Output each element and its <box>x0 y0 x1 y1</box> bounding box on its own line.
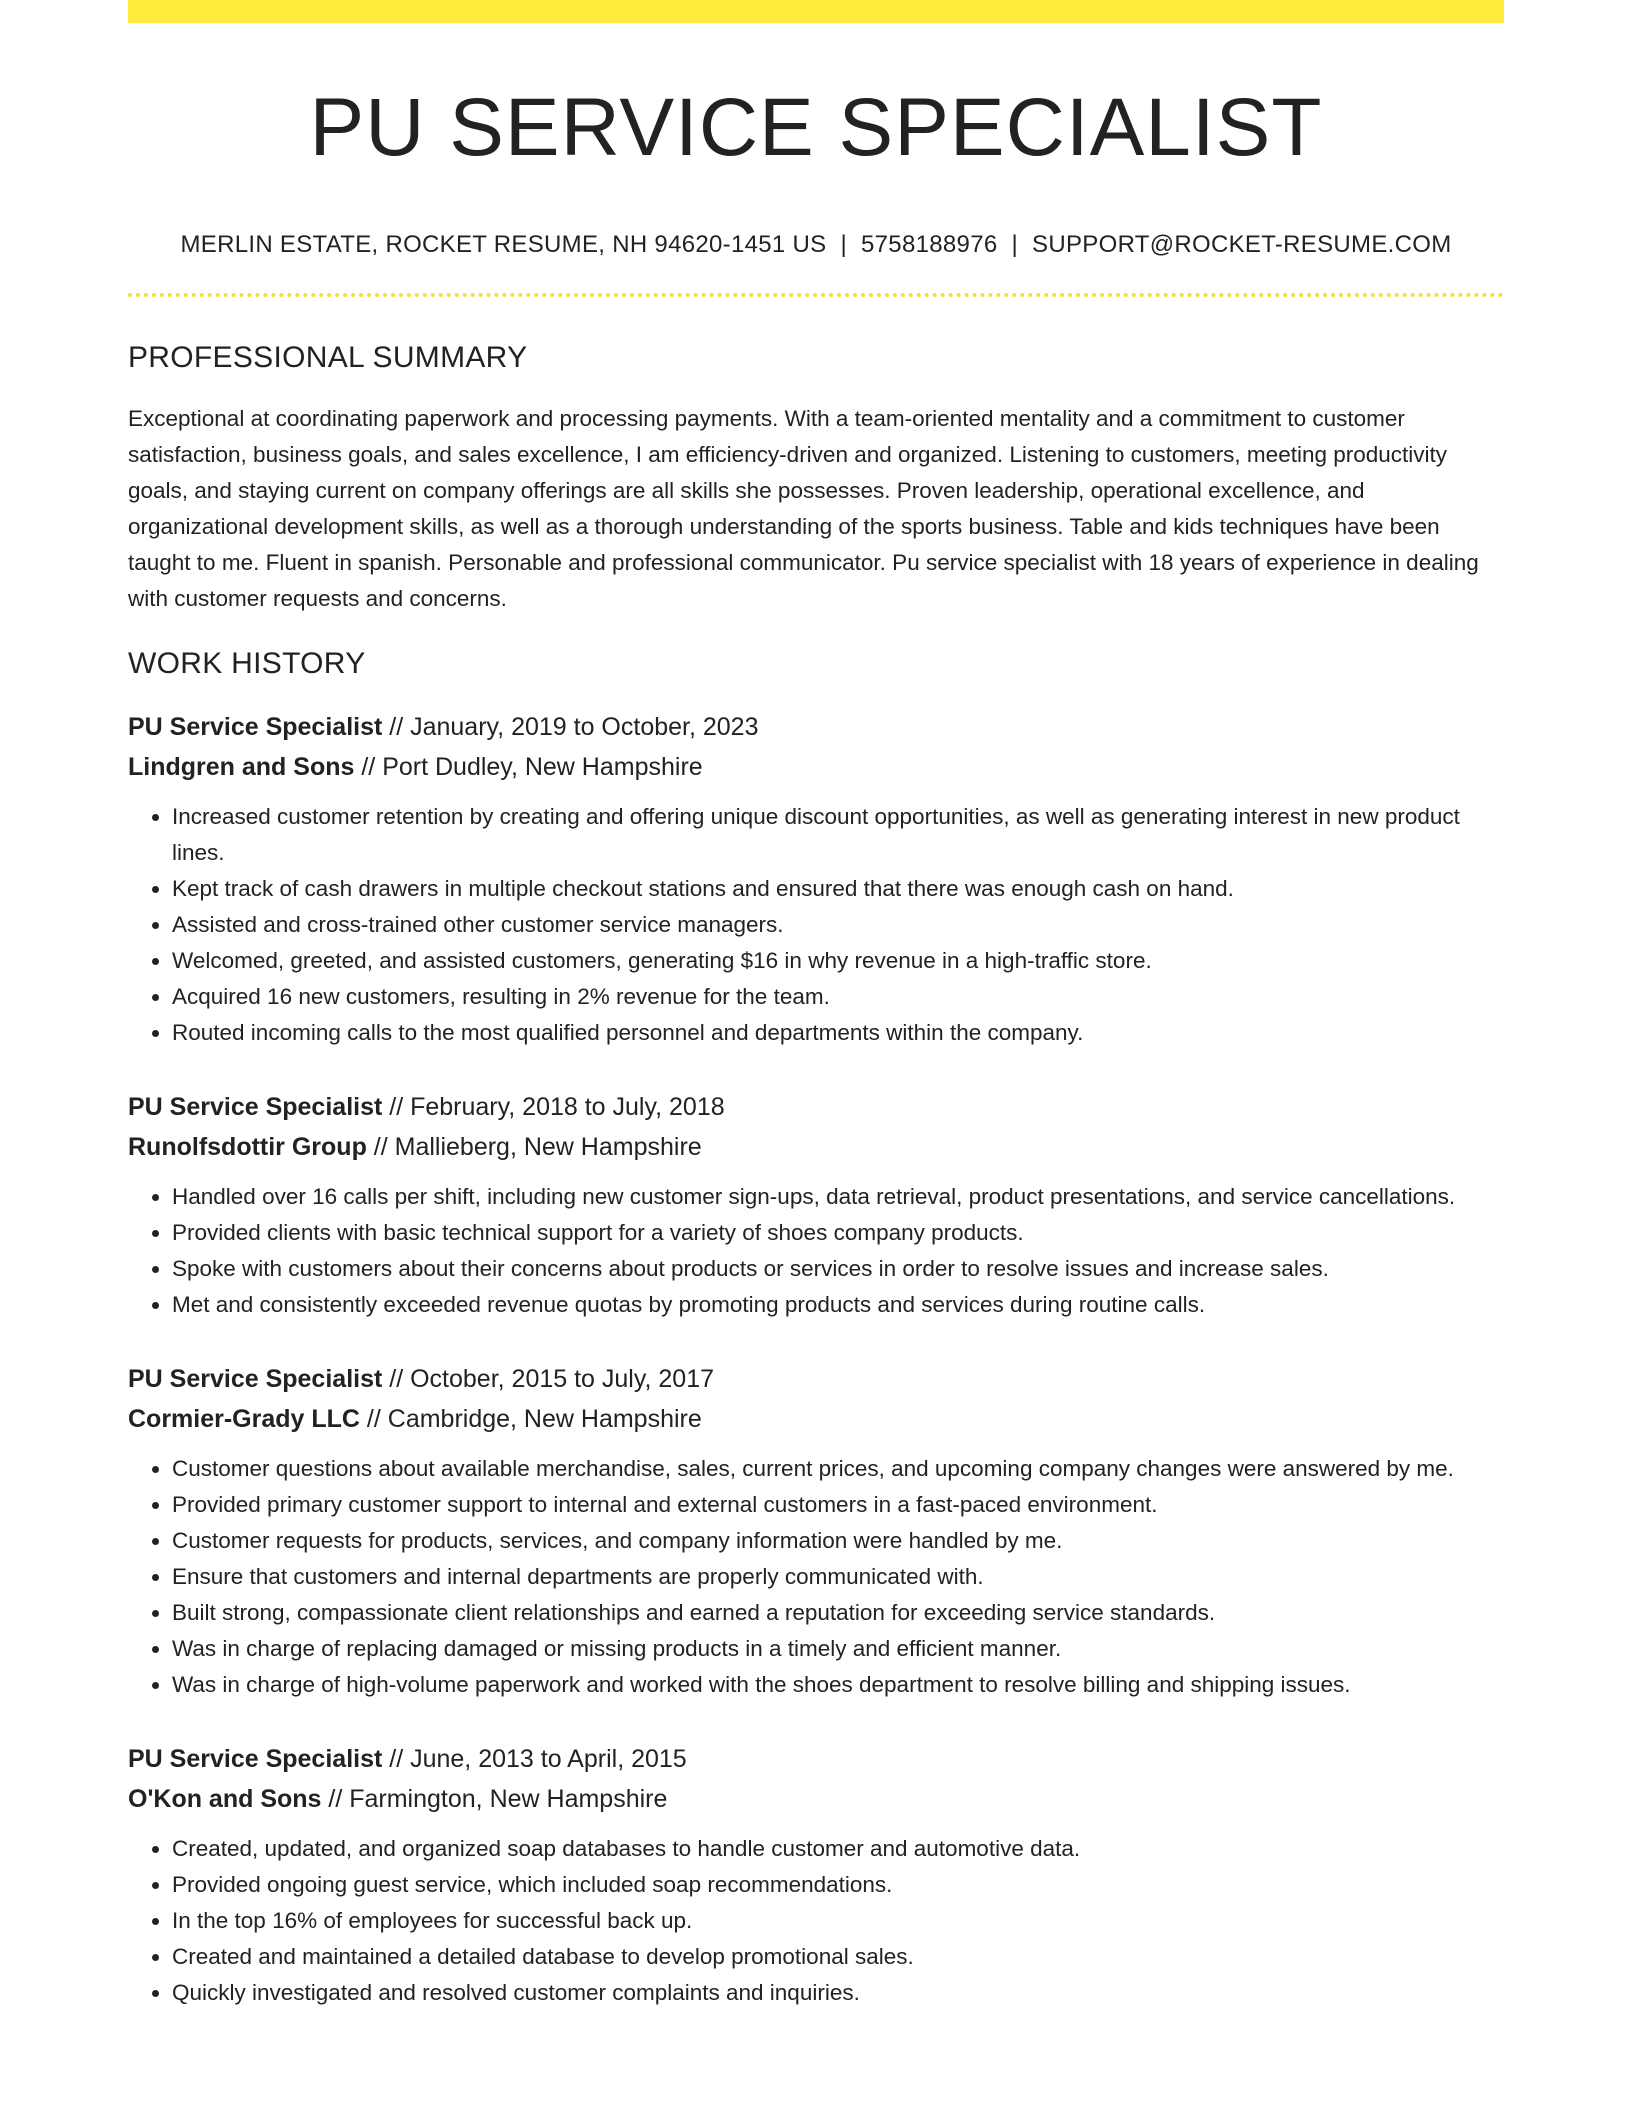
bullet-item: • Provided ongoing guest service, which included soap recommendations. <box>172 1867 1504 1903</box>
job-company: Lindgren and Sons <box>128 753 355 782</box>
job-location: // Port Dudley, New Hampshire <box>354 753 703 782</box>
job-role: PU Service Specialist <box>128 713 383 742</box>
job-list <box>128 707 1504 2011</box>
job-dates: // June, 2013 to April, 2015 <box>382 1745 687 1774</box>
job-bullets <box>128 799 1504 1051</box>
contact-address: MERLIN ESTATE, ROCKET RESUME, NH 94620-1451 US <box>180 231 827 259</box>
job-company-line <box>128 747 1504 787</box>
bullet-item: • Ensure that customers and internal departments are properly communicated with. <box>172 1559 1504 1595</box>
bullet-item: • Increased customer retention by creating and offering unique discount opportunities, as well as generating interest in new product lines. <box>172 799 1504 871</box>
bullet-item: • Built strong, compassionate client relationships and earned a reputation for exceeding service standards. <box>172 1595 1504 1631</box>
job-dates: // October, 2015 to July, 2017 <box>382 1365 715 1394</box>
job-role: PU Service Specialist <box>128 1745 383 1774</box>
bullet-item: • In the top 16% of employees for successful back up. <box>172 1903 1504 1939</box>
job-entry <box>128 1087 1504 1323</box>
job-dates: // February, 2018 to July, 2018 <box>382 1093 725 1122</box>
bullet-item: • Was in charge of high-volume paperwork and worked with the shoes department to resolve billing and shipping issues. <box>172 1667 1504 1703</box>
bullet-item: • Acquired 16 new customers, resulting in 2% revenue for the team. <box>172 979 1504 1015</box>
job-bullets <box>128 1831 1504 2011</box>
bullet-item: • Customer questions about available merchandise, sales, current prices, and upcoming company changes were answered by me. <box>172 1451 1504 1487</box>
job-entry <box>128 707 1504 1051</box>
job-entry <box>128 1739 1504 2011</box>
job-company: Cormier-Grady LLC <box>128 1405 360 1434</box>
job-company: O'Kon and Sons <box>128 1785 322 1814</box>
job-title-line <box>128 1359 1504 1399</box>
job-location: // Farmington, New Hampshire <box>321 1785 668 1814</box>
bullet-item: • Provided primary customer support to internal and external customers in a fast-paced environment. <box>172 1487 1504 1523</box>
bullet-item: • Customer requests for products, services, and company information were handled by me. <box>172 1523 1504 1559</box>
bullet-item: • Was in charge of replacing damaged or missing products in a timely and efficient manner. <box>172 1631 1504 1667</box>
job-company: Runolfsdottir Group <box>128 1133 367 1162</box>
job-company-line <box>128 1127 1504 1167</box>
accent-bar <box>128 0 1504 23</box>
bullet-item: • Created and maintained a detailed database to develop promotional sales. <box>172 1939 1504 1975</box>
bullet-item: • Routed incoming calls to the most qualified personnel and departments within the company. <box>172 1015 1504 1051</box>
job-role: PU Service Specialist <box>128 1365 383 1394</box>
bullet-item: • Welcomed, greeted, and assisted customers, generating $16 in why revenue in a high-traffic store. <box>172 943 1504 979</box>
summary-text: Exceptional at coordinating paperwork and processing payments. With a team-oriented mentality and a commitment to customer satisfaction, business goals, and sales excellence, I am efficiency-driven and organized. Listening to customers, meeting productivity goals, and staying current on company offerings are all skills she possesses. Proven leadership, operational excellence, and organizational development skills, as well as a thorough understanding of the sports business. Table and kids techniques have been taught to me. Fluent in spanish. Personable and professional communicator. Pu service specialist with 18 years of experience in dealing with customer requests and concerns. <box>128 406 1479 612</box>
job-title-line <box>128 707 1504 747</box>
bullet-item: • Met and consistently exceeded revenue quotas by promoting products and services during routine calls. <box>172 1287 1504 1323</box>
bullet-item: • Created, updated, and organized soap databases to handle customer and automotive data. <box>172 1831 1504 1867</box>
job-location: // Cambridge, New Hampshire <box>359 1405 702 1434</box>
bullet-item: • Quickly investigated and resolved customer complaints and inquiries. <box>172 1975 1504 2011</box>
contact-separator: | <box>840 231 848 259</box>
job-location: // Mallieberg, New Hampshire <box>366 1133 702 1162</box>
job-company-line <box>128 1399 1504 1439</box>
work-history-heading: WORK HISTORY <box>128 647 366 681</box>
dotted-divider <box>128 293 1504 297</box>
bullet-item: • Provided clients with basic technical support for a variety of shoes company products. <box>172 1215 1504 1251</box>
job-dates: // January, 2019 to October, 2023 <box>382 713 759 742</box>
job-title-line <box>128 1739 1504 1779</box>
job-bullets <box>128 1179 1504 1323</box>
summary-heading: PROFESSIONAL SUMMARY <box>128 341 528 375</box>
resume-page <box>128 0 1504 2011</box>
contact-separator: | <box>1011 231 1019 259</box>
job-entry <box>128 1359 1504 1703</box>
job-company-line <box>128 1779 1504 1819</box>
job-bullets <box>128 1451 1504 1703</box>
bullet-item: • Assisted and cross-trained other customer service managers. <box>172 907 1504 943</box>
contact-phone: 5758188976 <box>861 231 998 259</box>
job-role: PU Service Specialist <box>128 1093 383 1122</box>
bullet-item: • Kept track of cash drawers in multiple checkout stations and ensured that there was enough cash on hand. <box>172 871 1504 907</box>
bullet-item: • Spoke with customers about their concerns about products or services in order to resolve issues and increase sales. <box>172 1251 1504 1287</box>
contact-line <box>128 231 1504 259</box>
job-title-line <box>128 1087 1504 1127</box>
resume-name: PU SERVICE SPECIALIST <box>309 82 1323 173</box>
bullet-item: • Handled over 16 calls per shift, including new customer sign-ups, data retrieval, product presentations, and service cancellations. <box>172 1179 1504 1215</box>
contact-email: SUPPORT@ROCKET-RESUME.COM <box>1032 231 1452 259</box>
